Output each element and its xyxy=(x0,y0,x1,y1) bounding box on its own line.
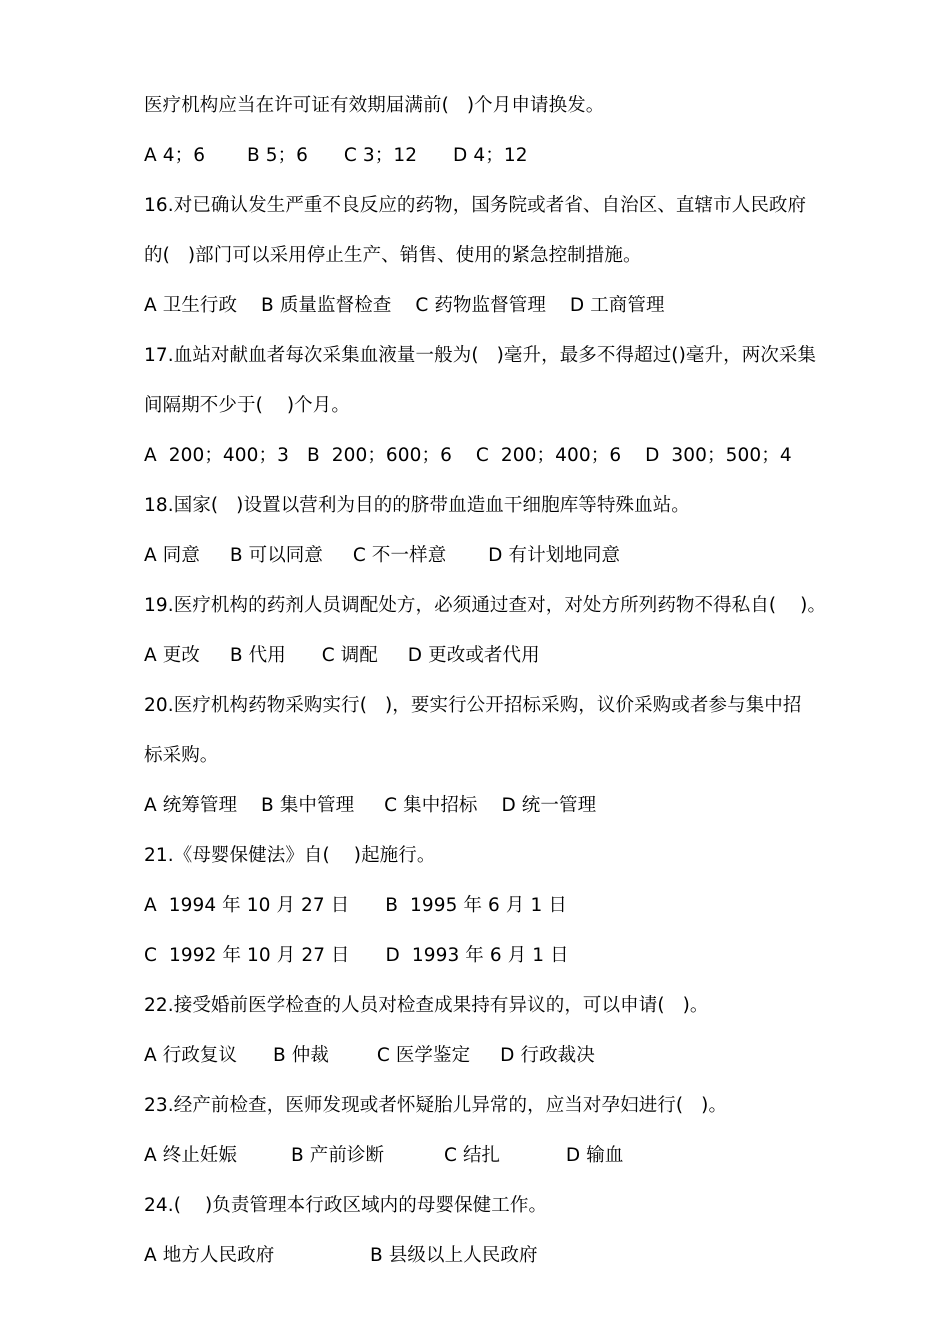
text-line: 医疗机构应当在许可证有效期届满前( )个月申请换发。 xyxy=(144,95,605,116)
question-21: 21.《母婴保健法》自( )起施行。 xyxy=(144,845,436,866)
answer-options: A 卫生行政 B 质量监督检查 C 药物监督管理 D 工商管理 xyxy=(144,295,665,316)
answer-options: A 更改 B 代用 C 调配 D 更改或者代用 xyxy=(144,645,540,666)
answer-options: A 4；6 B 5；6 C 3；12 D 4；12 xyxy=(144,145,528,166)
question-19: 19.医疗机构的药剂人员调配处方，必须通过查对，对处方所列药物不得私自( )。 xyxy=(144,595,827,616)
text-line: 的( )部门可以采用停止生产、销售、使用的紧急控制措施。 xyxy=(144,245,642,266)
answer-options: C 1992 年 10 月 27 日 D 1993 年 6 月 1 日 xyxy=(144,945,569,966)
question-22: 22.接受婚前医学检查的人员对检查成果持有异议的，可以申请( )。 xyxy=(144,995,709,1016)
text-line: 间隔期不少于( )个月。 xyxy=(144,395,350,416)
question-18: 18.国家( )设置以营利为目的的脐带血造血干细胞库等特殊血站。 xyxy=(144,495,690,516)
question-24: 24.( )负责管理本行政区域内的母婴保健工作。 xyxy=(144,1195,548,1216)
text-line: 标采购。 xyxy=(144,745,219,766)
answer-options: A 行政复议 B 仲裁 C 医学鉴定 D 行政裁决 xyxy=(144,1045,595,1066)
answer-options: A 1994 年 10 月 27 日 B 1995 年 6 月 1 日 xyxy=(144,895,567,916)
question-23: 23.经产前检查，医师发现或者怀疑胎儿异常的，应当对孕妇进行( )。 xyxy=(144,1095,728,1116)
answer-options: A 统筹管理 B 集中管理 C 集中招标 D 统一管理 xyxy=(144,795,597,816)
question-17: 17.血站对献血者每次采集血液量一般为( )毫升，最多不得超过()毫升，两次采集 xyxy=(144,345,817,366)
question-16: 16.对已确认发生严重不良反应的药物，国务院或者省、自治区、直辖市人民政府 xyxy=(144,195,807,216)
answer-options: A 同意 B 可以同意 C 不一样意 D 有计划地同意 xyxy=(144,545,621,566)
question-20: 20.医疗机构药物采购实行( )，要实行公开招标采购，议价采购或者参与集中招 xyxy=(144,695,802,716)
answer-options: A 200；400；3 B 200；600；6 C 200；400；6 D 300；500；4 xyxy=(144,445,792,466)
answer-options: A 地方人民政府 B 县级以上人民政府 xyxy=(144,1245,538,1266)
answer-options: A 终止妊娠 B 产前诊断 C 结扎 D 输血 xyxy=(144,1145,624,1166)
